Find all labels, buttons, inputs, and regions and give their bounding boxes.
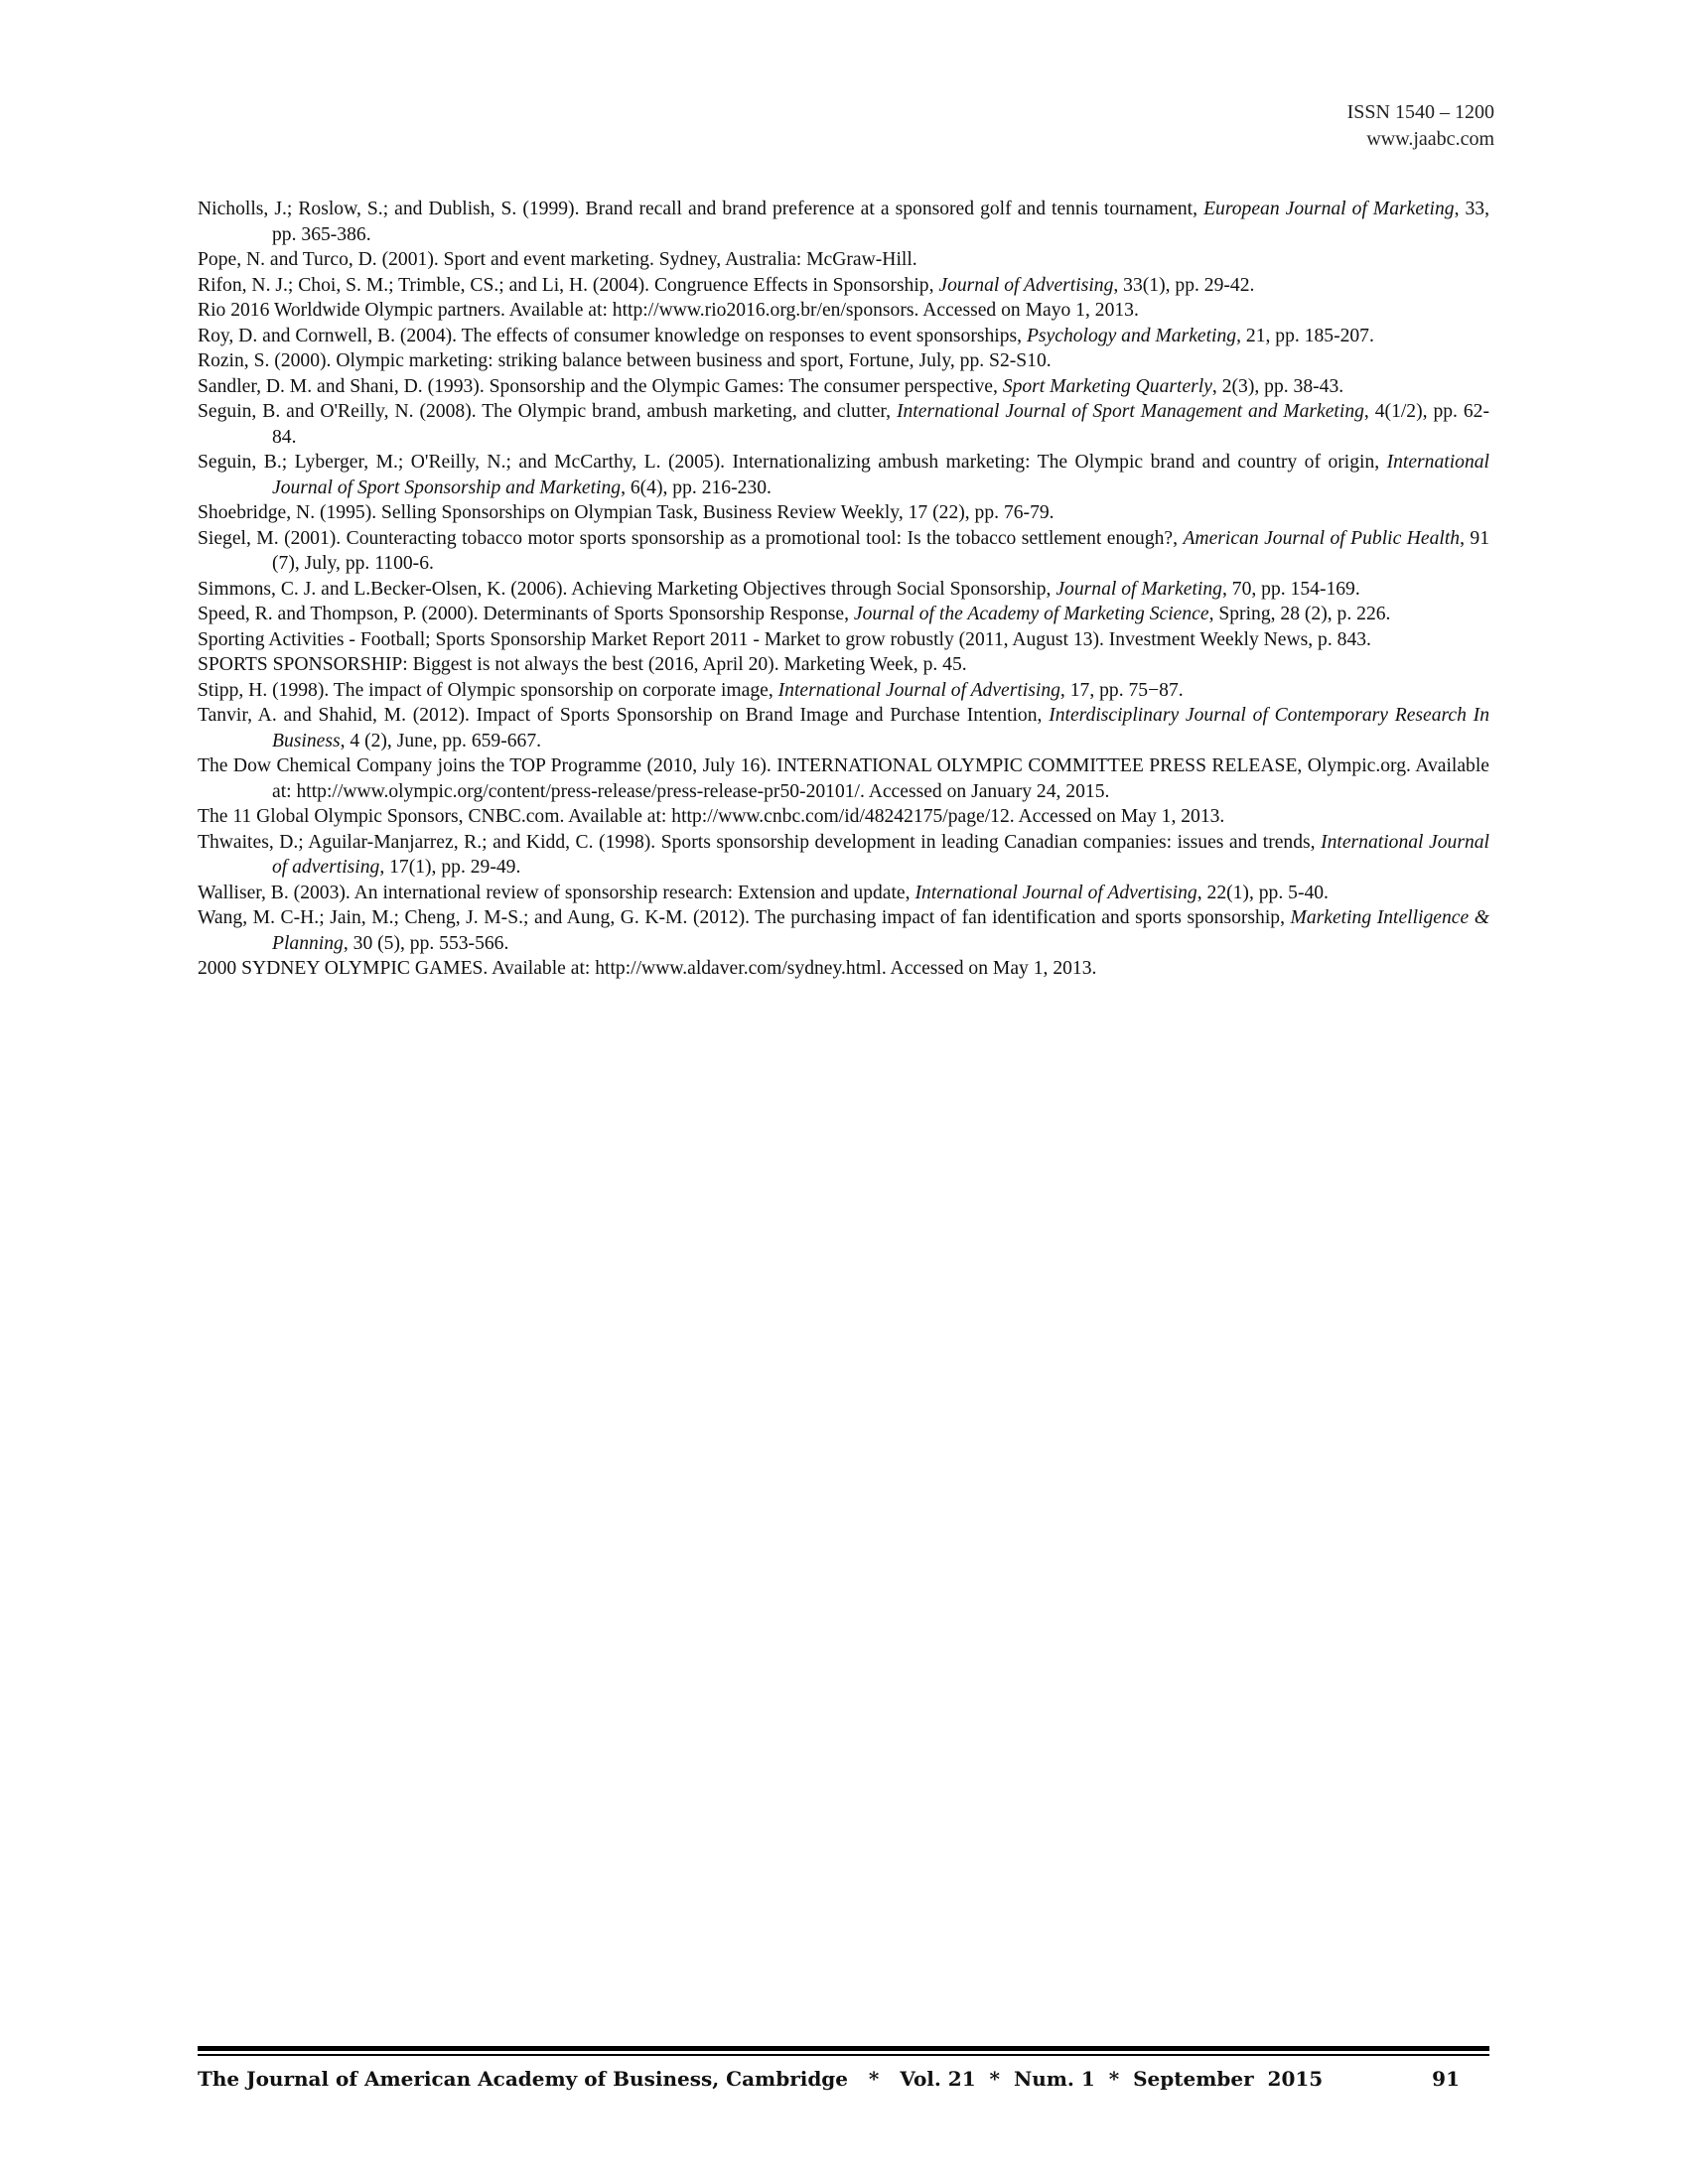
reference-source-title: Marketing Intelligence & Planning [272,907,1489,954]
reference-text: 2000 SYDNEY OLYMPIC GAMES. Available at: http://www.aldaver.com/sydney.html. Accessed on May 1, 2013. [198,958,1097,979]
reference-source-title: Psychology and Marketing [1026,325,1237,346]
reference-details: , 30 (5), pp. 553-566. [343,932,509,954]
reference-entry [198,197,1489,247]
reference-details: , 21, pp. 185-207. [1236,325,1374,346]
footer [198,2064,1489,2094]
reference-details: , Spring, 28 (2), p. 226. [1208,604,1391,624]
reference-text: Tanvir, A. and Shahid, M. (2012). Impact of Sports Sponsorship on Brand Image and Purchase Intention, [198,705,1050,726]
reference-list [198,197,1489,982]
reference-text: Sporting Activities - Football; Sports Sponsorship Market Report 2011 - Market to grow robustly (2011, August 13). Investment Weekly News, p. 843. [198,628,1371,650]
reference-source-title: Sport Marketing Quarterly [1002,375,1212,397]
reference-entry [198,703,1489,753]
reference-entry [198,298,1489,324]
reference-source-title: International Journal of Advertising [914,882,1197,903]
reference-text: Thwaites, D.; Aguilar-Manjarrez, R.; and Kidd, C. (1998). Sports sponsorship development in leading Canadian companies: issues and trends, [198,831,1322,853]
reference-text: Rozin, S. (2000). Olympic marketing: striking balance between business and sport, Fortune, July, pp. S2-S10. [198,350,1052,371]
reference-text: Sandler, D. M. and Shani, D. (1993). Sponsorship and the Olympic Games: The consumer perspective, [198,375,1003,397]
reference-details: , 4 (2), June, pp. 659-667. [340,730,542,751]
reference-entry [198,577,1489,603]
reference-entry [198,374,1489,400]
reference-details: , 4(1/2), pp. 62-84. [272,401,1490,448]
website-text: www.jaabc.com [1366,128,1494,150]
reference-text: Seguin, B.; Lyberger, M.; O'Reilly, N.; and McCarthy, L. (2005). Internationalizing ambush marketing: The Olympic brand and country of origin, [198,452,1387,473]
reference-details: , 33, pp. 365-386. [272,199,1489,245]
reference-entry [198,348,1489,374]
reference-entry [198,627,1489,653]
reference-details: , 6(4), pp. 216-230. [621,477,772,498]
reference-source-title: American Journal of Public Health [1183,527,1461,549]
reference-text: Stipp, H. (1998). The impact of Olympic sponsorship on corporate image, [198,679,778,701]
reference-entry [198,399,1489,450]
reference-details: , 70, pp. 154-169. [1221,578,1360,600]
reference-source-title: Interdisciplinary Journal of Contemporary Research In Business [272,705,1489,751]
reference-text: Roy, D. and Cornwell, B. (2004). The effects of consumer knowledge on responses to event sponsorships, [198,325,1027,346]
reference-details: , 22(1), pp. 5-40. [1196,882,1329,903]
reference-entry [198,324,1489,349]
reference-source-title: International Journal of Advertising [777,679,1060,701]
reference-text: Pope, N. and Turco, D. (2001). Sport and event marketing. Sydney, Australia: McGraw-Hill. [198,249,917,270]
reference-source-title: International Journal of advertising [272,831,1489,878]
reference-entry [198,804,1489,830]
reference-entry [198,500,1489,526]
reference-text: Walliser, B. (2003). An international review of sponsorship research: Extension and update, [198,882,915,903]
footer-journal-line: The Journal of American Academy of Business, Cambridge * Vol. 21 * Num. 1 * September 2015 [198,2067,1324,2091]
reference-source-title: International Journal of Sport Sponsorship and Marketing [272,452,1489,498]
reference-details: , 91 (7), July, pp. 1100-6. [272,527,1489,574]
reference-details: , 17(1), pp. 29-49. [379,857,521,878]
reference-text: Rifon, N. J.; Choi, S. M.; Trimble, CS.; and Li, H. (2004). Congruence Effects in Sponsorship, [198,274,939,296]
reference-text: Nicholls, J.; Roslow, S.; and Dublish, S. (1999). Brand recall and brand preference at a sponsored golf and tennis tournament, [198,199,1204,219]
reference-source-title: Journal of the Academy of Marketing Science [853,604,1209,624]
reference-entry [198,830,1489,881]
reference-entry [198,450,1489,500]
reference-entry [198,678,1489,704]
reference-entry [198,753,1489,804]
reference-details: , 33(1), pp. 29-42. [1113,274,1255,296]
reference-source-title: Journal of Advertising [938,274,1114,296]
reference-entry [198,273,1489,299]
reference-entry [198,526,1489,577]
reference-text: Rio 2016 Worldwide Olympic partners. Available at: http://www.rio2016.org.br/en/sponsors. Accessed on Mayo 1, 2013. [198,300,1139,321]
running-header [1347,99,1494,153]
reference-details: , 17, pp. 75−87. [1059,679,1184,701]
reference-entry [198,602,1489,627]
reference-entry [198,881,1489,906]
reference-entry [198,956,1489,982]
reference-source-title: Journal of Marketing [1055,578,1222,600]
reference-text: Speed, R. and Thompson, P. (2000). Determinants of Sports Sponsorship Response, [198,604,854,624]
reference-text: Seguin, B. and O'Reilly, N. (2008). The Olympic brand, ambush marketing, and clutter, [198,401,897,422]
reference-text: The 11 Global Olympic Sponsors, CNBC.com. Available at: http://www.cnbc.com/id/48242175/page/12. Accessed on May 1, 2013. [198,806,1225,827]
reference-details: , 2(3), pp. 38-43. [1211,375,1344,397]
page-number: 91 [1432,2067,1460,2091]
reference-text: Siegel, M. (2001). Counteracting tobacco motor sports sponsorship as a promotional tool: Is the tobacco settlement enough?, [198,527,1184,549]
reference-source-title: International Journal of Sport Management and Marketing [896,401,1364,422]
footer-rule-thin [198,2054,1489,2056]
reference-entry [198,905,1489,956]
reference-text: SPORTS SPONSORSHIP: Biggest is not always the best (2016, April 20). Marketing Week, p. 45. [198,654,967,675]
reference-entry [198,247,1489,273]
reference-text: Wang, M. C-H.; Jain, M.; Cheng, J. M-S.; and Aung, G. K-M. (2012). The purchasing impact of fan identification and sports sponsorship, [198,907,1291,928]
issn-text: ISSN 1540 – 1200 [1346,101,1494,123]
reference-entry [198,652,1489,678]
reference-text: Shoebridge, N. (1995). Selling Sponsorships on Olympian Task, Business Review Weekly, 17 (22), pp. 76-79. [198,502,1055,523]
footer-rule-thick [198,2046,1489,2051]
reference-source-title: European Journal of Marketing [1203,199,1455,219]
reference-text: Simmons, C. J. and L.Becker-Olsen, K. (2006). Achieving Marketing Objectives through Social Sponsorship, [198,578,1056,600]
reference-text: The Dow Chemical Company joins the TOP Programme (2010, July 16). INTERNATIONAL OLYMPIC COMMITTEE PRESS RELEASE, Olympic.org. Available at: http://www.olympic.org/content/press-release/press-release-pr50-20101/. Accessed on January 24, 2015. [198,755,1489,802]
